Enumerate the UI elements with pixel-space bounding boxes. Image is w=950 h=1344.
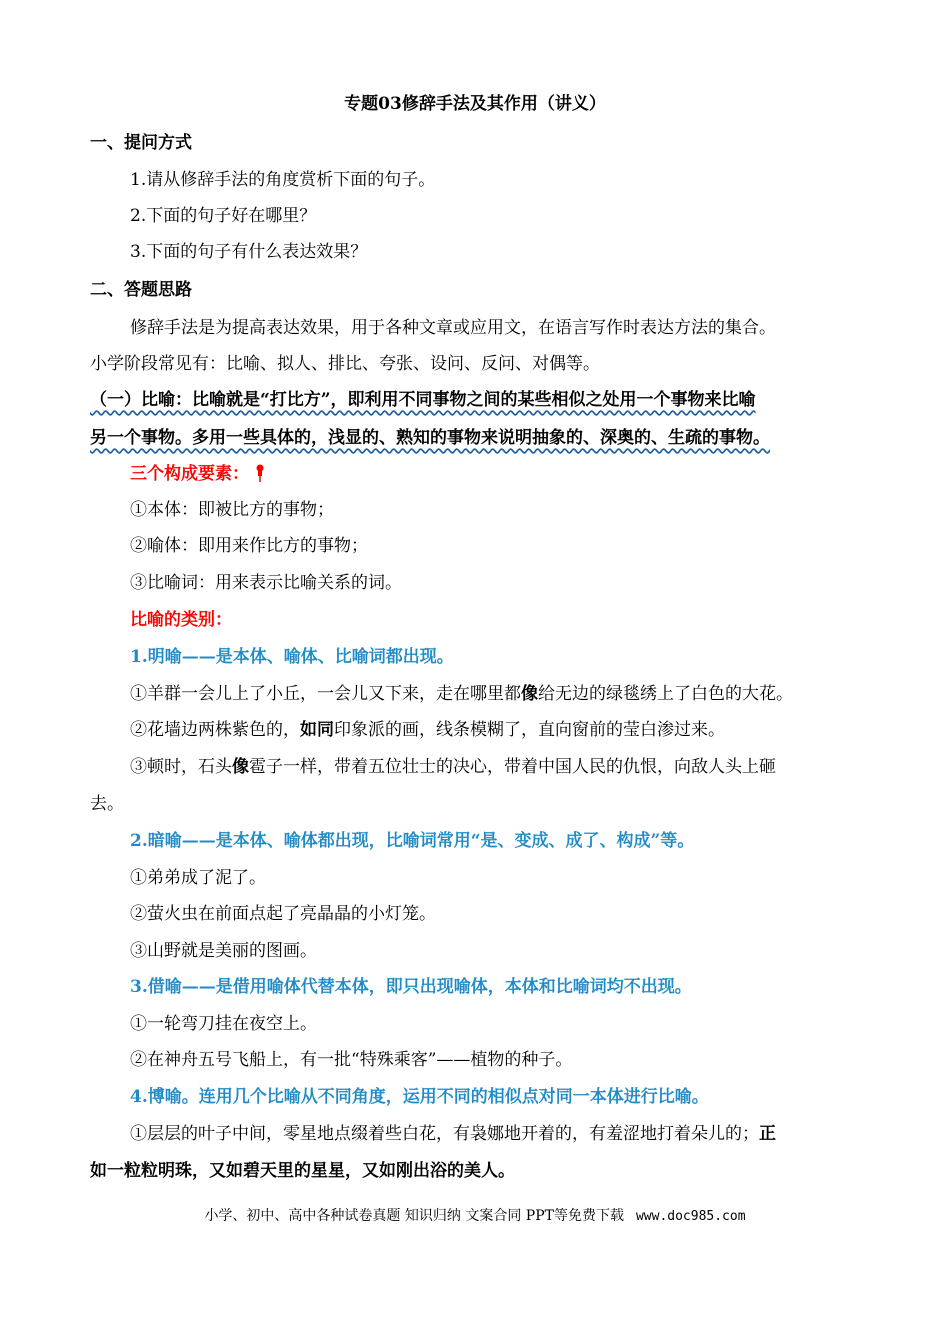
element-item-3: ③比喻词：用来表示比喻关系的词。 [130, 573, 402, 593]
footer-text: 小学、初中、高中各种试卷真题 知识归纳 文案合同 PPT等免费下载 [204, 1208, 624, 1224]
metaphor-word: 如同 [300, 720, 334, 740]
question-item-3: 3.下面的句子有什么表达效果？ [130, 242, 368, 262]
element-item-1: ①本体：即被比方的事物； [130, 500, 334, 520]
extended-metaphor-heading: 4.博喻。连用几个比喻从不同角度，运用不同的相似点对同一本体进行比喻。 [130, 1087, 709, 1107]
types-title: 比喻的类别： [130, 610, 232, 630]
example-text: 印象派的画，线条模糊了，直向窗前的莹白渗过来。 [334, 720, 725, 740]
metaphor-word: 像 [521, 684, 538, 704]
metaphor-definition-line-1: （一）比喻：比喻就是“打比方”，即利用不同事物之间的某些相似之处用一个事物来比喻 [90, 390, 756, 410]
example-text: ③顿时，石头 [130, 757, 232, 777]
section1-heading: 一、提问方式 [90, 133, 192, 153]
intro-line-1: 修辞手法是为提高表达效果，用于各种文章或应用文，在语言写作时表达方法的集合。 [130, 318, 776, 338]
question-item-1: 1.请从修辞手法的角度赏析下面的句子。 [130, 170, 436, 190]
example-text: ①羊群一会儿上了小丘，一会儿又下来，走在哪里都 [130, 684, 521, 704]
borrowed-example-1: ①一轮弯刀挂在夜空上。 [130, 1014, 317, 1034]
element-item-2: ②喻体：即用来作比方的事物； [130, 536, 368, 556]
metaphor-example-2: ②萤火虫在前面点起了亮晶晶的小灯笼。 [130, 904, 436, 924]
example-text: ②花墙边两株紫色的， [130, 720, 300, 740]
example-text: 给无边的绿毯绣上了白色的大花。 [538, 684, 793, 704]
pushpin-icon [255, 464, 265, 482]
simile-example-1 [130, 682, 870, 706]
elements-title-row [130, 462, 870, 486]
metaphor-definition-line-2: 另一个事物。多用一些具体的，浅显的、熟知的事物来说明抽象的、深奥的、生疏的事物。 [90, 428, 770, 448]
metaphor-word: 正 [759, 1124, 776, 1144]
metaphor-example-3: ③山野就是美丽的图画。 [130, 941, 317, 961]
metaphor-word: 像 [232, 757, 249, 777]
example-text: 雹子一样，带着五位壮士的决心，带着中国人民的仇恨，向敌人头上砸 [249, 757, 776, 777]
page-footer [0, 1206, 950, 1227]
example-text: ①层层的叶子中间，零星地点缀着些白花，有袅娜地开着的，有羞涩地打着朵儿的； [130, 1124, 759, 1144]
footer-link[interactable]: www.doc985.com [635, 1209, 746, 1224]
metaphor-heading: 2.暗喻——是本体、喻体都出现，比喻词常用“是、变成、成了、构成”等。 [130, 831, 695, 851]
simile-example-3-continued: 去。 [90, 794, 124, 814]
intro-line-2: 小学阶段常见有：比喻、拟人、排比、夸张、设问、反问、对偶等。 [90, 354, 600, 374]
extended-example-1-continued: 如一粒粒明珠，又如碧天里的星星，又如刚出浴的美人。 [90, 1161, 515, 1181]
page-title: 专题03修辞手法及其作用（讲义） [344, 94, 606, 114]
section2-heading: 二、答题思路 [90, 280, 192, 300]
simile-heading: 1.明喻——是本体、喻体、比喻词都出现。 [130, 647, 454, 667]
borrowed-example-2: ②在神舟五号飞船上，有一批“特殊乘客”——植物的种子。 [130, 1050, 573, 1070]
elements-title: 三个构成要素： [130, 464, 249, 484]
borrowed-metaphor-heading: 3.借喻——是借用喻体代替本体，即只出现喻体，本体和比喻词均不出现。 [130, 977, 692, 997]
question-item-2: 2.下面的句子好在哪里？ [130, 206, 317, 226]
metaphor-example-1: ①弟弟成了泥了。 [130, 868, 266, 888]
simile-example-3 [130, 755, 870, 779]
extended-example-1 [130, 1122, 870, 1146]
simile-example-2 [130, 718, 870, 742]
